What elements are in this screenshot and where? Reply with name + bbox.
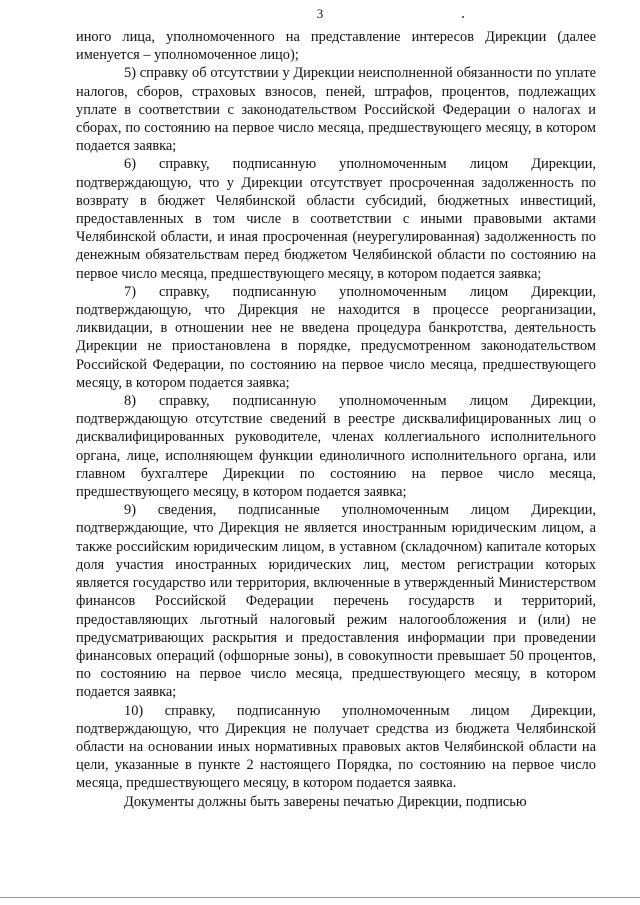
paragraph-documents-note: Документы должны быть заверены печатью Дирекции, подписью (124, 793, 527, 810)
footer-rule (0, 897, 640, 898)
paragraph-item-7: 7) справку, подписанную уполномоченным лицом Дирекции, подтверждающую, что Дирекция не находится в процессе реорганизации, ликвидации, в отношении нее не введена процедура банкротства, деятельность Дирекции не приостановлена в порядке, предусмотренном законодательством Российской Федерации, по состоянию на первое число месяца, предшествующего месяцу, в котором подается заявка; (76, 283, 596, 391)
paragraph-item-10: 10) справку, подписанную уполномоченным лицом Дирекции, подтверждающую, что Дирекция не получает средства из бюджета Челябинской области на основании иных нормативных правовых актов Челябинской области на цели, указанные в пункте 2 настоящего Порядка, по состоянию на первое число месяца, предшествующего месяцу, в котором подается заявка. (76, 702, 596, 792)
paragraph-continuation: иного лица, уполномоченного на представление интересов Дирекции (далее именуется – уполномоченное лицо); (76, 29, 596, 64)
paragraph-item-8: 8) справку, подписанную уполномоченным лицом Дирекции, подтверждающую отсутствие сведений в реестре дисквалифицированных лиц о дисквалифицированных руководителе, членах коллегиального исполнительного органа, лице, исполняющем функции единоличного исполнительного органа, или главном бухгалтере Дирекции по состоянию на первое число месяца, предшествующего месяцу, в котором подается заявка; (76, 393, 596, 501)
paragraph-item-5: 5) справку об отсутствии у Дирекции неисполненной обязанности по уплате налогов, сборов, страховых взносов, пеней, штрафов, процентов, подлежащих уплате в соответствии с законодательством Российской Федерации о налогах и сборах, по состоянию на первое число месяца, предшествующего месяцу, в котором подается заявка; (76, 65, 596, 155)
body-text (76, 28, 596, 811)
page-number: 3 (316, 6, 324, 21)
paragraph-item-9: 9) сведения, подписанные уполномоченным лицом Дирекции, подтверждающие, что Дирекция не является иностранным юридическим лицом, а также российским юридическим лицом, в уставном (складочном) капитале которых доля участия иностранных юридических лиц, местом регистрации которых является государство или территория, включенные в утвержденный Министерством финансов Российской Федерации перечень государств и территорий, предоставляющих льготный налоговый режим налогообложения и (или) не предусматривающих раскрытия и предоставления информации при проведении финансовых операций (офшорные зоны), в совокупности превышает 50 процентов, по состоянию на первое число месяца, предшествующего месяцу, в котором подается заявка; (76, 502, 596, 701)
scan-speck (462, 16, 464, 18)
paragraph-item-6: 6) справку, подписанную уполномоченным лицом Дирекции, подтверждающую, что у Дирекции отсутствует просроченная задолженность по возврату в бюджет Челябинской области субсидий, бюджетных инвестиций, предоставленных в том числе в соответствии с иными правовыми актами Челябинской области, и иная просроченная (неурегулированная) задолженность по денежным обязательствам перед бюджетом Челябинской области по состоянию на первое число месяца, предшествующего месяцу, в котором подается заявка; (76, 156, 596, 282)
